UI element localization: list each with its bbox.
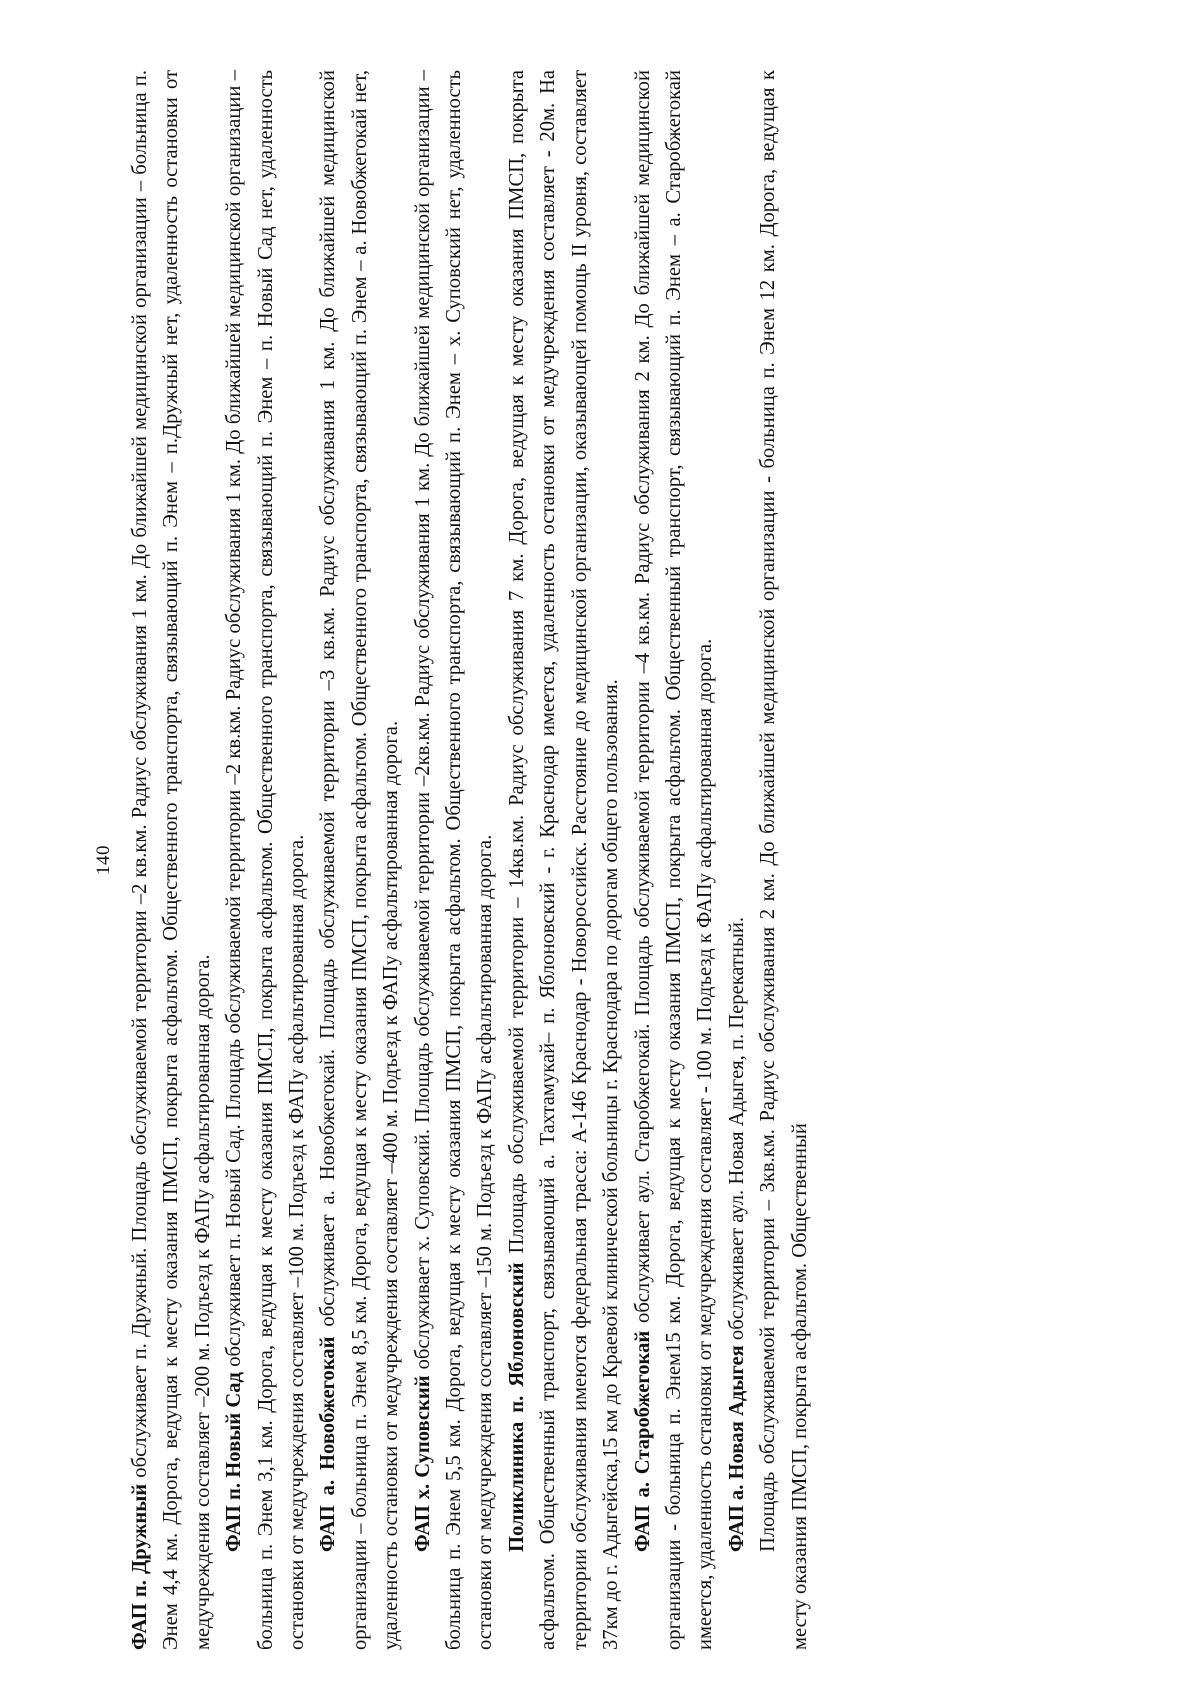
paragraph-heading: ФАП а. Новобжегокай (317, 1336, 340, 1552)
paragraph-heading: ФАП а. Старобжегокай (631, 1330, 654, 1552)
paragraph-fap-starobzhegokay (628, 70, 722, 1650)
paragraph-fap-supovsky (408, 70, 502, 1650)
paragraph-body: обслуживает а. Новобжегокай. Площадь обслуживаемой территории –3 кв.км. Радиус обслуживания 1 км. До ближайшей медицинской организации – больница п. Энем 8,5 км. Дорога, ведущая к месту оказания ПМСП, покрыта асфальтом. Общественного транспорта, связывающий п. Энем – а. Новобжегокай нет, удаленность остановки от медучреждения составляет –400 м. Подъезд к ФАПу асфальтированная дорога. (317, 70, 403, 1650)
paragraph-body: Площадь обслуживаемой территории – 3кв.км. Радиус обслуживания 2 км. До ближайшей медицинской организации - больница п. Энем 12 км. Дорога, ведущая к месту оказания ПМСП, покрыта асфальтом. Общественный (757, 70, 811, 1650)
paragraph-fap-novaya-adygeya (722, 70, 753, 1650)
paragraph-novaya-adygeya-details (753, 70, 816, 1650)
body-text (125, 70, 816, 1650)
paragraph-heading: ФАП а. Новая Адыгея (725, 1345, 748, 1552)
paragraph-heading: ФАП х. Суповский (411, 1375, 434, 1552)
paragraph-body: Площадь обслуживаемой территории – 14кв.км. Радиус обслуживания 7 км. Дорога, ведущая к месту оказания ПМСП, покрыта асфальтом. Общественный транспорт, связывающий а. Тахтамукай– п. Яблоновский - г. Краснодар имеется, удаленность остановки от медучреждения составляет - 20м. На территории обслуживания имеются федеральная трасса: А-146 Краснодар - Новороссийск. Расстояние до медицинской организации, оказывающей помощь II уровня, составляет 37км до г. Адыгейска,15 км до Краевой клинической больницы г. Краснодара по дорогам общего пользования. (505, 70, 623, 1650)
page-number: 140 (93, 845, 114, 875)
paragraph-body: обслуживает аул. Старобжегокай. Площадь обслуживаемой территории –4 кв.км. Радиус обслуживания 2 км. До ближайшей медицинской организации - больница п. Энем15 км. Дорога, ведущая к месту оказания ПМСП, покрыта асфальтом. Общественный транспорт, связывающий п. Энем – а. Старобжегокай имеется, удаленность остановки от медучреждения составляет - 100 м. Подъезд к ФАПу асфальтированная дорога. (631, 70, 717, 1650)
paragraph-fap-novobzhegokay (313, 70, 407, 1650)
paragraph-heading: ФАП п. Новый Сад (223, 1372, 246, 1552)
paragraph-polyclinic-yablonovsky (502, 70, 628, 1650)
paragraph-fap-druzhny (125, 70, 219, 1650)
paragraph-body: обслуживает х. Суповский. Площадь обслуживаемой территории –2кв.км. Радиус обслуживания 1 км. До ближайшей медицинской организации – больница п. Энем 5,5 км. Дорога, ведущая к месту оказания ПМСП, покрыта асфальтом. Общественного транспорта, связывающий п. Энем – х. Суповский нет, удаленность остановки от медучреждения составляет –150 м. Подъезд к ФАПу асфальтированная дорога. (411, 70, 497, 1650)
paragraph-heading: Поликлиника п. Яблоновский (505, 1262, 528, 1552)
paragraph-body: обслуживает аул. Новая Адыгея, п. Перекатный. (725, 916, 748, 1346)
paragraph-body: обслуживает п. Новый Сад. Площадь обслуживаемой территории –2 кв.км. Радиус обслуживания 1 км. До ближайшей медицинской организации – больница п. Энем 3,1 км. Дорога, ведущая к месту оказания ПМСП, покрыта асфальтом. Общественного транспорта, связывающий п. Энем – п. Новый Сад нет, удаленность остановки от медучреждения составляет –100 м. Подъезд к ФАПу асфальтированная дорога. (223, 70, 309, 1650)
rotated-content (95, 70, 1195, 1650)
paragraph-heading: ФАП п. Дружный (129, 1483, 151, 1650)
paragraph-body: обслуживает п. Дружный. Площадь обслуживаемой территории –2 кв.км. Радиус обслуживания 1 км. До ближайшей медицинской организации – больница п. Энем 4,4 км. Дорога, ведущая к месту оказания ПМСП, покрыта асфальтом. Общественного транспорта, связывающий п. Энем – п.Дружный нет, удаленность остановки от медучреждения составляет –200 м. Подъезд к ФАПу асфальтированная дорога. (129, 70, 214, 1650)
paragraph-fap-novy-sad (219, 70, 313, 1650)
